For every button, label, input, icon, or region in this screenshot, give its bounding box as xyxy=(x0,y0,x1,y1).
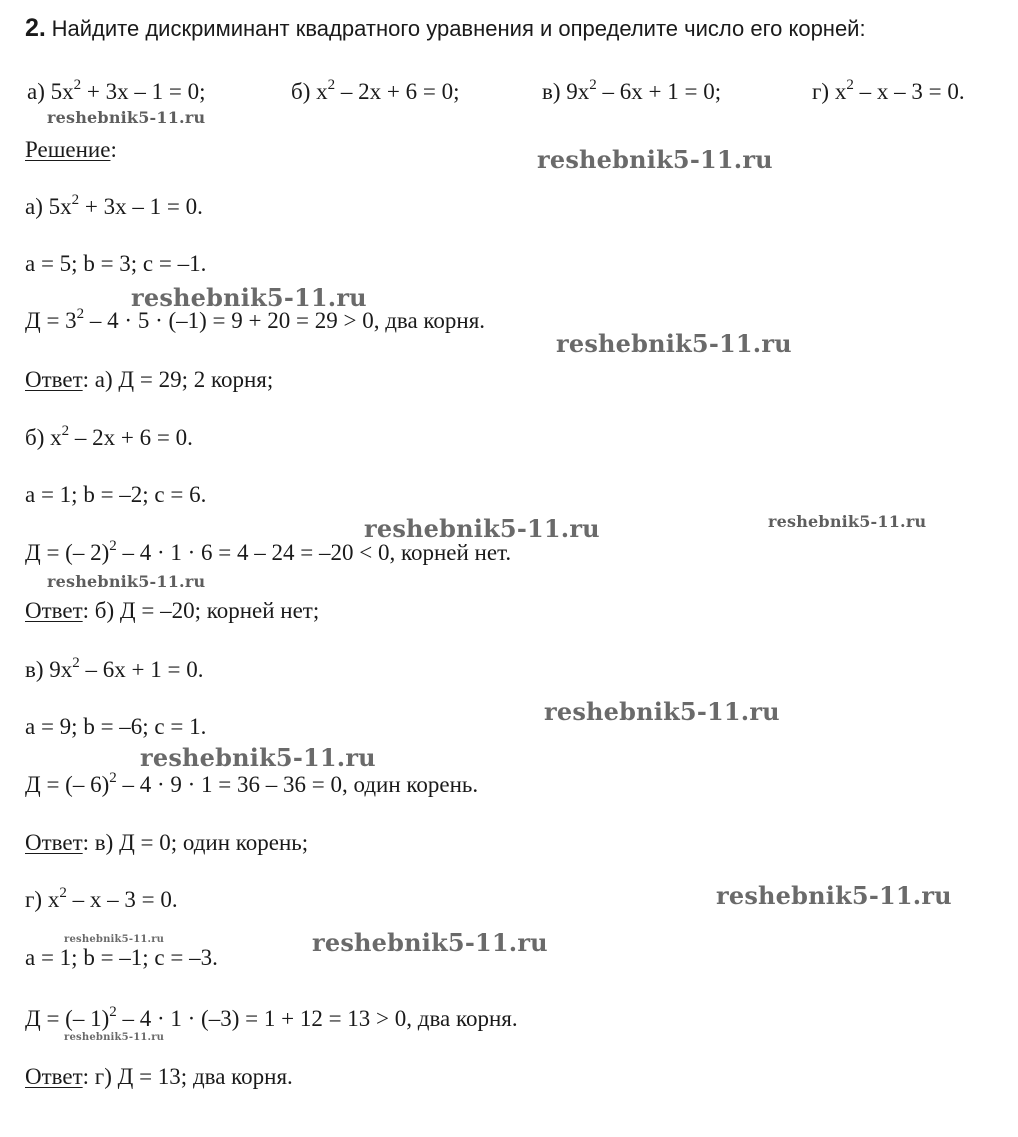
watermark: reshebnik5-11.ru xyxy=(537,145,773,174)
part-d-coefficients: a = 1; b = –1; c = –3. xyxy=(25,945,218,970)
equation-b: б) $x^2 - 2x + 6 = 0$; xyxy=(291,77,460,104)
part-b-equation: б) $x^2 - 2x + 6 = 0$. xyxy=(25,423,193,450)
watermark: reshebnik5-11.ru xyxy=(64,934,165,945)
solution-heading: Решение: xyxy=(25,137,117,162)
watermark: reshebnik5-11.ru xyxy=(556,329,792,358)
watermark: reshebnik5-11.ru xyxy=(47,108,206,127)
watermark: reshebnik5-11.ru xyxy=(364,514,600,543)
part-a-answer: Ответ: а) Д = 29; 2 корня; xyxy=(25,367,274,392)
watermark: reshebnik5-11.ru xyxy=(131,283,367,312)
part-c-coefficients: a = 9; b = –6; c = 1. xyxy=(25,714,207,739)
watermark: reshebnik5-11.ru xyxy=(47,572,206,591)
watermark: reshebnik5-11.ru xyxy=(716,881,952,910)
part-d-discriminant: Д = (– 1)$^2$ – 4 · 1 · (–3) = 1 + 12 = 13 > 0, два корня. xyxy=(25,1004,518,1031)
part-a-coefficients: a = 5; b = 3; c = –1. xyxy=(25,251,207,276)
watermark: reshebnik5-11.ru xyxy=(768,512,927,531)
part-c-equation: в) $9x^2 - 6x + 1 = 0$. xyxy=(25,655,204,682)
part-c-discriminant: Д = (– 6)$^2$ – 4 · 9 · 1 = 36 – 36 = 0, один корень. xyxy=(25,770,479,797)
equation-c: в) $9x^2 - 6x + 1 = 0$; xyxy=(542,77,722,104)
part-d-answer: Ответ: г) Д = 13; два корня. xyxy=(25,1064,293,1089)
equation-a: а) $5x^2 + 3x - 1 = 0$; xyxy=(27,77,206,104)
part-b-coefficients: a = 1; b = –2; c = 6. xyxy=(25,482,207,507)
part-d-equation: г) $x^2 - x - 3 = 0$. xyxy=(25,885,178,912)
watermark: reshebnik5-11.ru xyxy=(64,1032,165,1043)
watermark: reshebnik5-11.ru xyxy=(140,743,376,772)
task-header xyxy=(25,14,866,43)
part-b-discriminant: Д = (– 2)$^2$ – 4 · 1 · 6 = 4 – 24 = –20 < 0, корней нет. xyxy=(25,538,512,565)
part-b-answer: Ответ: б) Д = –20; корней нет; xyxy=(25,598,320,623)
part-a-equation: а) $5x^2 + 3x - 1 = 0$. xyxy=(25,192,203,219)
task-number: 2. xyxy=(25,14,46,42)
part-c-answer: Ответ: в) Д = 0; один корень; xyxy=(25,830,309,855)
watermark: reshebnik5-11.ru xyxy=(544,697,780,726)
equation-d: г) $x^2 - x - 3 = 0$. xyxy=(812,77,965,104)
part-a-discriminant: $Д = 3^2 - 4 \cdot 5 \cdot (-1) = 9 + 20 = 29 > 0$, два корня. xyxy=(25,306,486,333)
watermark: reshebnik5-11.ru xyxy=(312,928,548,957)
task-text: Найдите дискриминант квадратного уравнения и определите число его корней: xyxy=(51,16,866,41)
